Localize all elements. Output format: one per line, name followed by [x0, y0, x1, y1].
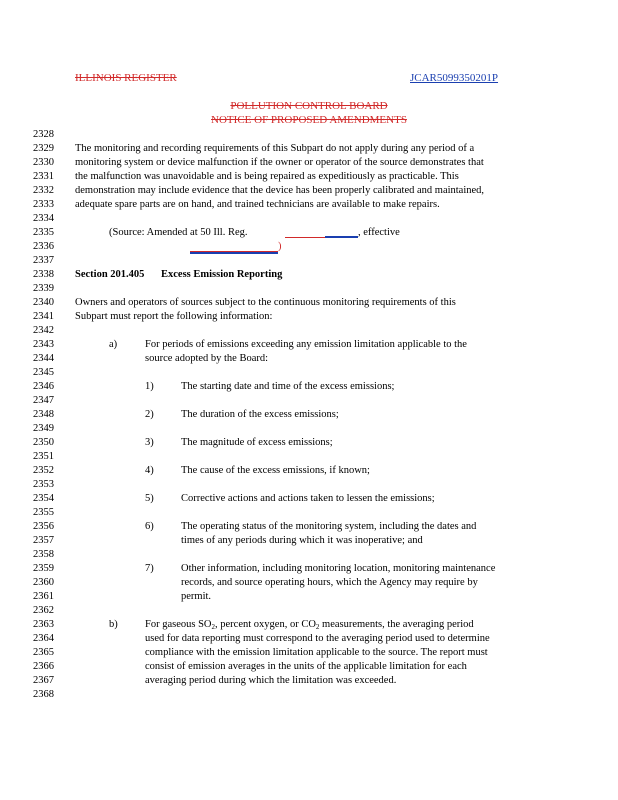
line-number: 2356: [33, 521, 54, 532]
line-number: 2338: [33, 269, 54, 280]
source-close: ): [278, 241, 282, 252]
line-number: 2349: [33, 423, 54, 434]
item-b-line: consist of emission averages in the units of the applicable limitation for each: [145, 661, 467, 672]
line-number: 2344: [33, 353, 54, 364]
line-number: 2358: [33, 549, 54, 560]
item-b-line: For gaseous $SO_2$, percent oxygen, or $CO_2$ measurements, the averaging period: [145, 619, 474, 631]
intro-line: Owners and operators of sources subject to the continuous monitoring requirements of this: [75, 297, 456, 308]
line-number: 2336: [33, 241, 54, 252]
line-number: 2359: [33, 563, 54, 574]
line-number: 2334: [33, 213, 54, 224]
line-number: 2360: [33, 577, 54, 588]
line-number: 2333: [33, 199, 54, 210]
section-title: Excess Emission Reporting: [161, 269, 283, 280]
notice-title: NOTICE OF PROPOSED AMENDMENTS: [211, 114, 407, 126]
paragraph-line: monitoring system or device malfunction if the owner or operator of the source demonstrates that: [75, 157, 484, 168]
line-number: 2352: [33, 465, 54, 476]
item-b-label: b): [109, 619, 118, 630]
line-number: 2346: [33, 381, 54, 392]
line-number: 2348: [33, 409, 54, 420]
subitem-label: 7): [145, 563, 154, 574]
line-number: 2345: [33, 367, 54, 378]
subitem-text: Other information, including monitoring location, monitoring maintenance: [181, 563, 496, 574]
line-number: 2341: [33, 311, 54, 322]
paragraph-line: adequate spare parts are on hand, and trained technicians are available to make repairs.: [75, 199, 440, 210]
subitem-text: The operating status of the monitoring system, including the dates and: [181, 521, 477, 532]
line-number: 2332: [33, 185, 54, 196]
line-number: 2335: [33, 227, 54, 238]
line-number: 2364: [33, 633, 54, 644]
line-number: 2337: [33, 255, 54, 266]
register-header: ILLINOIS REGISTER: [75, 72, 177, 84]
intro-line: Subpart must report the following information:: [75, 311, 273, 322]
subitem-label: 5): [145, 493, 154, 504]
line-number: 2363: [33, 619, 54, 630]
line-number: 2365: [33, 647, 54, 658]
subitem-text: permit.: [181, 591, 212, 602]
line-number: 2340: [33, 297, 54, 308]
line-number: 2368: [33, 689, 54, 700]
line-number: 2350: [33, 437, 54, 448]
line-number: 2339: [33, 283, 54, 294]
subitem-text: The duration of the excess emissions;: [181, 409, 339, 420]
line-number: 2366: [33, 661, 54, 672]
subitem-label: 2): [145, 409, 154, 420]
subitem-text: The cause of the excess emissions, if known;: [181, 465, 370, 476]
paragraph-line: demonstration may include evidence that the device has been properly calibrated and maintained,: [75, 185, 485, 196]
subitem-label: 6): [145, 521, 154, 532]
line-number: 2367: [33, 675, 54, 686]
subitem-text: records, and source operating hours, which the Agency may require by: [181, 577, 478, 588]
document-code[interactable]: JCAR5099350201P: [410, 72, 499, 84]
line-number: 2357: [33, 535, 54, 546]
paragraph-line: The monitoring and recording requirements of this Subpart do not apply during any period of a: [75, 143, 475, 154]
line-number: 2331: [33, 171, 54, 182]
line-number: 2355: [33, 507, 54, 518]
line-number: 2329: [33, 143, 54, 154]
effective-blank-inserted: [190, 252, 278, 254]
source-blank-inserted: [325, 236, 358, 238]
item-b-line: averaging period during which the limitation was exceeded.: [145, 675, 397, 686]
subitem-text: The magnitude of excess emissions;: [181, 437, 333, 448]
item-a-label: a): [109, 339, 118, 350]
subitem-label: 4): [145, 465, 154, 476]
source-note: (Source: Amended at 50 Ill. Reg.: [109, 227, 248, 238]
item-a-line: For periods of emissions exceeding any emission limitation applicable to the: [145, 339, 467, 350]
subitem-text: Corrective actions and actions taken to lessen the emissions;: [181, 493, 435, 504]
item-b-line: compliance with the emission limitation applicable to the source. The report must: [145, 647, 488, 658]
item-a-line: source adopted by the Board:: [145, 353, 269, 364]
line-number: 2351: [33, 451, 54, 462]
source-blank-deleted: [285, 237, 325, 238]
line-number: 2362: [33, 605, 54, 616]
subitem-text: times of any periods during which it was inoperative; and: [181, 535, 423, 546]
line-number: 2347: [33, 395, 54, 406]
subitem-text: The starting date and time of the excess emissions;: [181, 381, 395, 392]
paragraph-line: the malfunction was unavoidable and is being repaired as expeditiously as practicable. This: [75, 171, 459, 182]
agency-title: POLLUTION CONTROL BOARD: [230, 100, 388, 112]
line-number: 2353: [33, 479, 54, 490]
line-number: 2342: [33, 325, 54, 336]
source-effective: , effective: [358, 227, 400, 238]
line-number: 2354: [33, 493, 54, 504]
section-number: Section 201.405: [75, 269, 145, 280]
subitem-label: 3): [145, 437, 154, 448]
line-number: 2343: [33, 339, 54, 350]
line-number: 2361: [33, 591, 54, 602]
line-number: 2328: [33, 129, 54, 140]
item-b-line: used for data reporting must correspond to the averaging period used to determine: [145, 633, 490, 644]
line-number: 2330: [33, 157, 54, 168]
subitem-label: 1): [145, 381, 154, 392]
